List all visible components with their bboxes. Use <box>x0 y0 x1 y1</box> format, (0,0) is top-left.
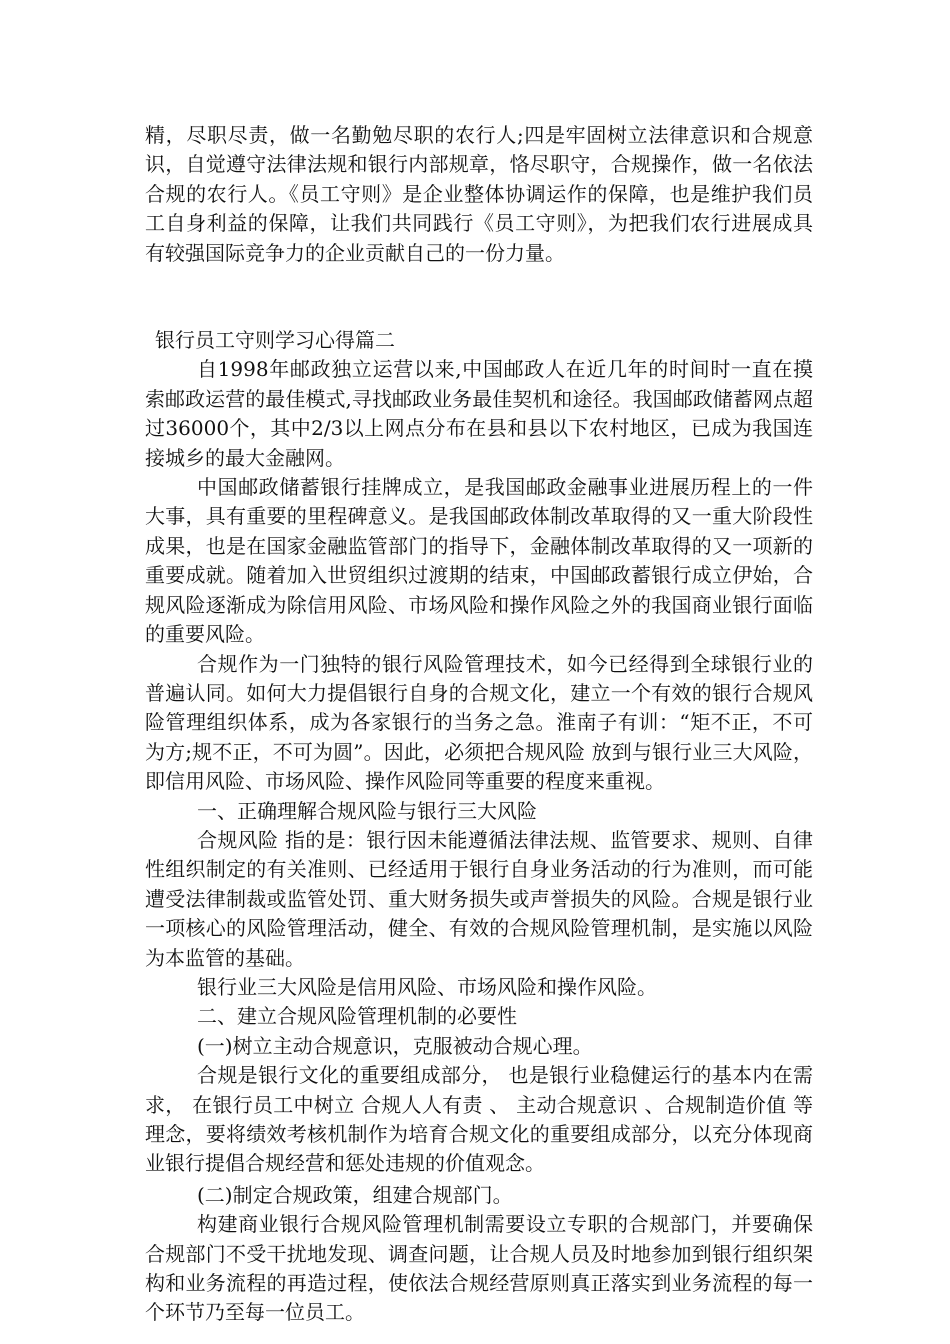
paragraph-1: 自1998年邮政独立运营以来,中国邮政人在近几年的时间时一直在摸索邮政运营的最佳模式,寻找邮政业务最佳契机和途径。我国邮政储蓄网点超过36000个，其中2/3以上网点分布在县和县以下农村地区，已成为我国连接城乡的最大金融网。 <box>145 357 813 470</box>
subheading-2-2: (二)制定合规政策，组建合规部门。 <box>197 1182 513 1207</box>
document-body <box>145 121 813 1328</box>
subheading-2-1: (一)树立主动合规意识，克服被动合规心理。 <box>197 1033 593 1058</box>
section-title: 银行员工守则学习心得篇二 <box>155 328 395 353</box>
paragraph-4: 合规风险 指的是：银行因未能遵循法律法规、监管要求、规则、自律性组织制定的有关准则、已经适用于银行自身业务活动的行为准则，而可能遭受法律制裁或监管处罚、重大财务损失或声誉损失的风险。合规是银行业一项核心的风险管理活动，健全、有效的合规风险管理机制，是实施以风险为本监管的基础。 <box>145 827 813 970</box>
subheading-2: 二、建立合规风险管理机制的必要性 <box>197 1004 517 1029</box>
paragraph-2: 中国邮政储蓄银行挂牌成立，是我国邮政金融事业进展历程上的一件大事，具有重要的里程碑意义。是我国邮政体制改革取得的又一重大阶段性成果，也是在国家金融监管部门的指导下，金融体制改革取得的又一项新的重要成就。随着加入世贸组织过渡期的结束，中国邮政蓄银行成立伊始，合规风险逐渐成为除信用风险、市场风险和操作风险之外的我国商业银行面临的重要风险。 <box>145 475 813 647</box>
paragraph-3: 合规作为一门独特的银行风险管理技术，如今已经得到全球银行业的普遍认同。如何大力提倡银行自身的合规文化，建立一个有效的银行合规风险管理组织体系，成为各家银行的当务之急。淮南子有训：“矩不正，不可为方;规不正，不可为圆”。因此，必须把合规风险 放到与银行业三大风险，即信用风险、市场风险、操作风险同等重要的程度来重视。 <box>145 651 813 794</box>
paragraph-5: 银行业三大风险是信用风险、市场风险和操作风险。 <box>197 974 657 999</box>
subheading-1: 一、正确理解合规风险与银行三大风险 <box>197 798 537 823</box>
paragraph-7: 构建商业银行合规风险管理机制需要设立专职的合规部门，并要确保合规部门不受干扰地发现、调查问题，让合规人员及时地参加到银行组织架构和业务流程的再造过程，使依法合规经营原则真正落实到业务流程的每一个环节乃至每一位员工。 <box>145 1212 813 1325</box>
intro-paragraph: 精，尽职尽责，做一名勤勉尽职的农行人;四是牢固树立法律意识和合规意识，自觉遵守法律法规和银行内部规章，恪尽职守，合规操作，做一名依法合规的农行人。《员工守则》是企业整体协调运作的保障，也是维护我们员工自身利益的保障，让我们共同践行《员工守则》，为把我们农行进展成具有较强国际竞争力的企业贡献自己的一份力量。 <box>145 123 813 265</box>
paragraph-6: 合规是银行文化的重要组成部分， 也是银行业稳健运行的基本内在需求， 在银行员工中树立 合规人人有责 、 主动合规意识 、合规制造价值 等理念，要将绩效考核机制作为培育合规文化的重要组成部分，以充分体现商业银行提倡合规经营和惩处违规的价值观念。 <box>145 1063 813 1176</box>
